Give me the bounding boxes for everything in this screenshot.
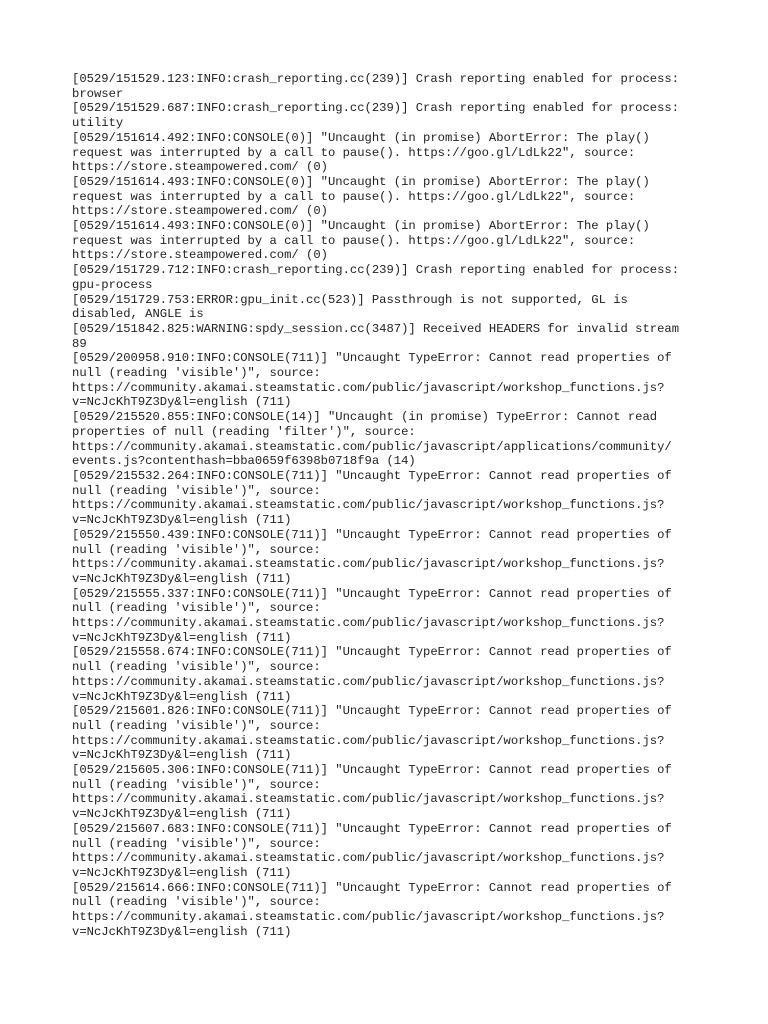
log-line: v=NcJcKhT9Z3Dy&l=english (711) — [72, 395, 292, 410]
log-line: 89 — [72, 336, 87, 351]
log-line: https://community.akamai.steamstatic.com/public/javascript/workshop_functions.js? — [72, 380, 665, 395]
log-line: [0529/215550.439:INFO:CONSOLE(711)] "Uncaught TypeError: Cannot read properties of — [72, 527, 672, 542]
log-line: request was interrupted by a call to pause(). https://goo.gl/LdLk22", source: — [72, 145, 636, 160]
log-line: null (reading 'visible')", source: — [72, 483, 321, 498]
log-line: [0529/151729.712:INFO:crash_reporting.cc(239)] Crash reporting enabled for process: — [72, 263, 680, 278]
log-line: [0529/215520.855:INFO:CONSOLE(14)] "Uncaught (in promise) TypeError: Cannot read — [72, 410, 658, 425]
log-line: [0529/215555.337:INFO:CONSOLE(711)] "Uncaught TypeError: Cannot read properties of — [72, 586, 672, 601]
log-line: https://community.akamai.steamstatic.com/public/javascript/workshop_functions.js? — [72, 557, 665, 572]
log-line: request was interrupted by a call to pause(). https://goo.gl/LdLk22", source: — [72, 233, 636, 248]
log-line: v=NcJcKhT9Z3Dy&l=english (711) — [72, 807, 292, 822]
log-line: browser — [72, 86, 124, 101]
log-line: v=NcJcKhT9Z3Dy&l=english (711) — [72, 748, 292, 763]
log-line: gpu-process — [72, 277, 153, 292]
log-line: null (reading 'visible')", source: — [72, 777, 321, 792]
log-line: v=NcJcKhT9Z3Dy&l=english (711) — [72, 865, 292, 880]
log-line: null (reading 'visible')", source: — [72, 542, 321, 557]
log-line: https://store.steampowered.com/ (0) — [72, 160, 328, 175]
log-line: null (reading 'visible')", source: — [72, 836, 321, 851]
log-line: [0529/151614.492:INFO:CONSOLE(0)] "Uncaught (in promise) AbortError: The play() — [72, 130, 650, 145]
log-line: null (reading 'visible')", source: — [72, 718, 321, 733]
log-line: https://community.akamai.steamstatic.com/public/javascript/applications/community/ — [72, 439, 672, 454]
log-line: https://store.steampowered.com/ (0) — [72, 248, 328, 263]
log-line: https://community.akamai.steamstatic.com/public/javascript/workshop_functions.js? — [72, 851, 665, 866]
log-line: [0529/200958.910:INFO:CONSOLE(711)] "Uncaught TypeError: Cannot read properties of — [72, 351, 672, 366]
log-document — [72, 72, 702, 939]
log-line: null (reading 'visible')", source: — [72, 366, 321, 381]
log-line: [0529/151842.825:WARNING:spdy_session.cc(3487)] Received HEADERS for invalid stream — [72, 321, 680, 336]
log-line: [0529/151614.493:INFO:CONSOLE(0)] "Uncaught (in promise) AbortError: The play() — [72, 174, 650, 189]
log-line: [0529/215558.674:INFO:CONSOLE(711)] "Uncaught TypeError: Cannot read properties of — [72, 645, 672, 660]
log-line: [0529/151614.493:INFO:CONSOLE(0)] "Uncaught (in promise) AbortError: The play() — [72, 219, 650, 234]
log-line: https://community.akamai.steamstatic.com/public/javascript/workshop_functions.js? — [72, 733, 665, 748]
log-line: [0529/215614.666:INFO:CONSOLE(711)] "Uncaught TypeError: Cannot read properties of — [72, 880, 672, 895]
log-line: disabled, ANGLE is — [72, 307, 204, 322]
log-line: https://community.akamai.steamstatic.com/public/javascript/workshop_functions.js? — [72, 674, 665, 689]
log-line: [0529/215607.683:INFO:CONSOLE(711)] "Uncaught TypeError: Cannot read properties of — [72, 821, 672, 836]
log-line: null (reading 'visible')", source: — [72, 895, 321, 910]
log-line: https://store.steampowered.com/ (0) — [72, 204, 328, 219]
log-line: v=NcJcKhT9Z3Dy&l=english (711) — [72, 689, 292, 704]
log-line: properties of null (reading 'filter')", source: — [72, 424, 416, 439]
log-line: https://community.akamai.steamstatic.com/public/javascript/workshop_functions.js? — [72, 910, 665, 925]
log-line: [0529/151529.687:INFO:crash_reporting.cc(239)] Crash reporting enabled for process: — [72, 101, 680, 116]
log-line: https://community.akamai.steamstatic.com/public/javascript/workshop_functions.js? — [72, 616, 665, 631]
log-line: https://community.akamai.steamstatic.com/public/javascript/workshop_functions.js? — [72, 792, 665, 807]
log-line: request was interrupted by a call to pause(). https://goo.gl/LdLk22", source: — [72, 189, 636, 204]
log-line: null (reading 'visible')", source: — [72, 660, 321, 675]
log-line: null (reading 'visible')", source: — [72, 601, 321, 616]
log-line: utility — [72, 116, 124, 131]
log-line: https://community.akamai.steamstatic.com/public/javascript/workshop_functions.js? — [72, 498, 665, 513]
log-line: events.js?contenthash=bba0659f6398b0718f9a (14) — [72, 454, 416, 469]
log-line: [0529/215605.306:INFO:CONSOLE(711)] "Uncaught TypeError: Cannot read properties of — [72, 763, 672, 778]
log-line: [0529/151529.123:INFO:crash_reporting.cc(239)] Crash reporting enabled for process: — [72, 72, 680, 86]
log-line: v=NcJcKhT9Z3Dy&l=english (711) — [72, 630, 292, 645]
log-line: v=NcJcKhT9Z3Dy&l=english (711) — [72, 513, 292, 528]
log-line: v=NcJcKhT9Z3Dy&l=english (711) — [72, 571, 292, 586]
log-line: [0529/151729.753:ERROR:gpu_init.cc(523)] Passthrough is not supported, GL is — [72, 292, 628, 307]
log-line: v=NcJcKhT9Z3Dy&l=english (711) — [72, 924, 292, 939]
log-line: [0529/215601.826:INFO:CONSOLE(711)] "Uncaught TypeError: Cannot read properties of — [72, 704, 672, 719]
log-line: [0529/215532.264:INFO:CONSOLE(711)] "Uncaught TypeError: Cannot read properties of — [72, 468, 672, 483]
